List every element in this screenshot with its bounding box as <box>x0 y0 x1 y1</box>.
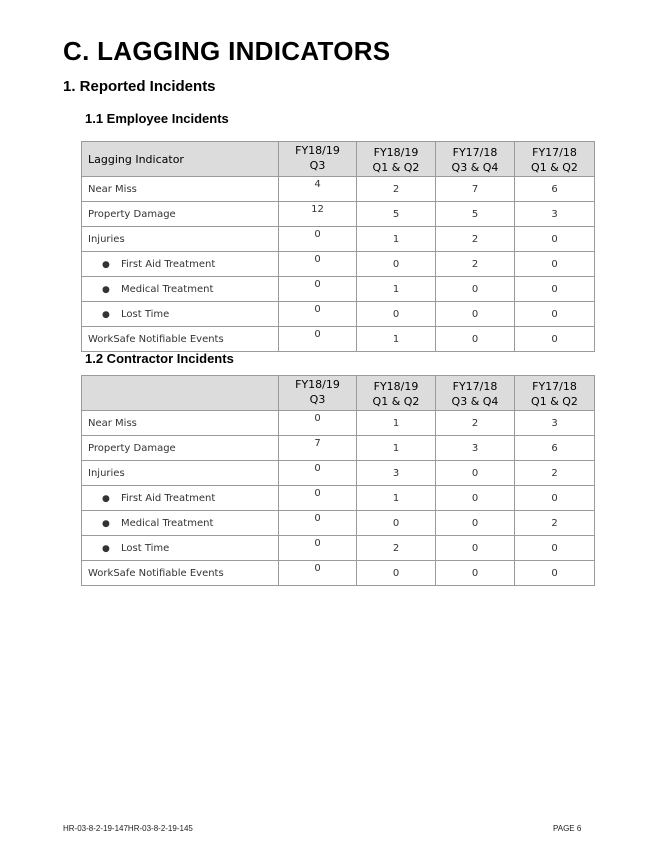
value-cell: 0 <box>279 461 357 486</box>
value-cell: 0 <box>515 302 595 327</box>
value-cell: 0 <box>279 277 357 302</box>
row-label-text: Near Miss <box>88 417 137 429</box>
value-cell: 2 <box>515 461 595 486</box>
value-cell: 0 <box>436 277 515 302</box>
row-label <box>82 327 279 352</box>
bullet-icon: ● <box>102 493 110 504</box>
row-label-text: Medical Treatment <box>121 517 214 529</box>
row-label <box>82 436 279 461</box>
row-label-text: First Aid Treatment <box>121 492 216 504</box>
row-label <box>82 511 279 536</box>
table-row <box>82 177 595 202</box>
value-cell: 0 <box>515 277 595 302</box>
row-label-text: Near Miss <box>88 183 137 195</box>
value-cell: 0 <box>436 486 515 511</box>
value-cell: 0 <box>357 252 436 277</box>
value-cell: 1 <box>357 277 436 302</box>
row-label-text: Property Damage <box>88 208 176 220</box>
value-cell: 1 <box>357 436 436 461</box>
row-label <box>82 536 279 561</box>
value-cell: 0 <box>436 561 515 586</box>
value-cell: 1 <box>357 327 436 352</box>
header-fy1718-q1q2: FY17/18 Q1 & Q2 <box>515 142 595 177</box>
row-label <box>82 302 279 327</box>
contractor-incidents-heading: 1.2 Contractor Incidents <box>85 351 234 366</box>
value-cell: 0 <box>279 227 357 252</box>
value-cell: 6 <box>515 177 595 202</box>
value-cell: 2 <box>357 536 436 561</box>
value-cell: 1 <box>357 227 436 252</box>
row-label-text: First Aid Treatment <box>121 258 216 270</box>
table-header-row <box>82 376 595 411</box>
section-heading: 1. Reported Incidents <box>63 78 216 95</box>
row-label-text: Medical Treatment <box>121 283 214 295</box>
contractor-incidents-table <box>81 375 595 586</box>
value-cell: 0 <box>357 561 436 586</box>
row-label-text: Injuries <box>88 233 125 245</box>
row-label <box>82 177 279 202</box>
table-row <box>82 302 595 327</box>
page-title: C. LAGGING INDICATORS <box>63 36 391 66</box>
value-cell: 0 <box>515 252 595 277</box>
table-row <box>82 227 595 252</box>
value-cell: 0 <box>515 536 595 561</box>
row-label <box>82 252 279 277</box>
value-cell: 0 <box>279 511 357 536</box>
value-cell: 1 <box>357 411 436 436</box>
value-cell: 0 <box>279 252 357 277</box>
table-row <box>82 536 595 561</box>
row-label <box>82 277 279 302</box>
value-cell: 0 <box>279 536 357 561</box>
value-cell: 0 <box>515 327 595 352</box>
header-fy1819-q1q2: FY18/19 Q1 & Q2 <box>357 142 436 177</box>
row-label-text: WorkSafe Notifiable Events <box>88 333 224 345</box>
value-cell: 0 <box>436 461 515 486</box>
value-cell: 1 <box>357 486 436 511</box>
value-cell: 0 <box>436 511 515 536</box>
row-label <box>82 486 279 511</box>
value-cell: 2 <box>515 511 595 536</box>
row-label <box>82 461 279 486</box>
bullet-icon: ● <box>102 518 110 529</box>
header-fy1819-q3: FY18/19 Q3 <box>279 376 357 411</box>
value-cell: 2 <box>357 177 436 202</box>
value-cell: 2 <box>436 411 515 436</box>
value-cell: 0 <box>436 302 515 327</box>
value-cell: 0 <box>279 561 357 586</box>
value-cell: 0 <box>436 536 515 561</box>
value-cell: 0 <box>357 511 436 536</box>
value-cell: 3 <box>436 436 515 461</box>
value-cell: 0 <box>279 302 357 327</box>
table-header-row <box>82 142 595 177</box>
value-cell: 3 <box>515 202 595 227</box>
table-row <box>82 252 595 277</box>
table-row <box>82 461 595 486</box>
row-label <box>82 561 279 586</box>
value-cell: 5 <box>357 202 436 227</box>
row-label-text: Lost Time <box>121 542 170 554</box>
value-cell: 6 <box>515 436 595 461</box>
footer-page-number: PAGE 6 <box>553 824 582 833</box>
bullet-icon: ● <box>102 259 110 270</box>
bullet-icon: ● <box>102 284 110 295</box>
value-cell: 0 <box>279 327 357 352</box>
value-cell: 2 <box>436 227 515 252</box>
employee-incidents-table <box>81 141 595 352</box>
value-cell: 12 <box>279 202 357 227</box>
header-lagging-indicator <box>82 376 279 411</box>
row-label-text: Property Damage <box>88 442 176 454</box>
row-label-text: Lost Time <box>121 308 170 320</box>
bullet-icon: ● <box>102 543 110 554</box>
header-fy1819-q3: FY18/19 Q3 <box>279 142 357 177</box>
header-fy1819-q1q2: FY18/19 Q1 & Q2 <box>357 376 436 411</box>
footer-doc-reference: HR-03-8-2-19-147HR-03-8-2-19-145 <box>63 824 193 833</box>
value-cell: 4 <box>279 177 357 202</box>
value-cell: 0 <box>279 486 357 511</box>
bullet-icon: ● <box>102 309 110 320</box>
header-fy1718-q3q4: FY17/18 Q3 & Q4 <box>436 142 515 177</box>
value-cell: 5 <box>436 202 515 227</box>
row-label <box>82 411 279 436</box>
table-row <box>82 411 595 436</box>
table-row <box>82 511 595 536</box>
value-cell: 3 <box>515 411 595 436</box>
row-label <box>82 202 279 227</box>
value-cell: 0 <box>357 302 436 327</box>
row-label <box>82 227 279 252</box>
table-row <box>82 277 595 302</box>
table-row <box>82 436 595 461</box>
value-cell: 0 <box>279 411 357 436</box>
value-cell: 0 <box>436 327 515 352</box>
value-cell: 0 <box>515 486 595 511</box>
value-cell: 3 <box>357 461 436 486</box>
table-row <box>82 202 595 227</box>
row-label-text: Injuries <box>88 467 125 479</box>
header-fy1718-q1q2: FY17/18 Q1 & Q2 <box>515 376 595 411</box>
value-cell: 7 <box>279 436 357 461</box>
value-cell: 0 <box>515 561 595 586</box>
row-label-text: WorkSafe Notifiable Events <box>88 567 224 579</box>
value-cell: 0 <box>515 227 595 252</box>
header-lagging-indicator: Lagging Indicator <box>82 142 279 177</box>
table-row <box>82 486 595 511</box>
value-cell: 7 <box>436 177 515 202</box>
employee-incidents-heading: 1.1 Employee Incidents <box>85 111 229 126</box>
table-row <box>82 561 595 586</box>
value-cell: 2 <box>436 252 515 277</box>
header-fy1718-q3q4: FY17/18 Q3 & Q4 <box>436 376 515 411</box>
table-row <box>82 327 595 352</box>
